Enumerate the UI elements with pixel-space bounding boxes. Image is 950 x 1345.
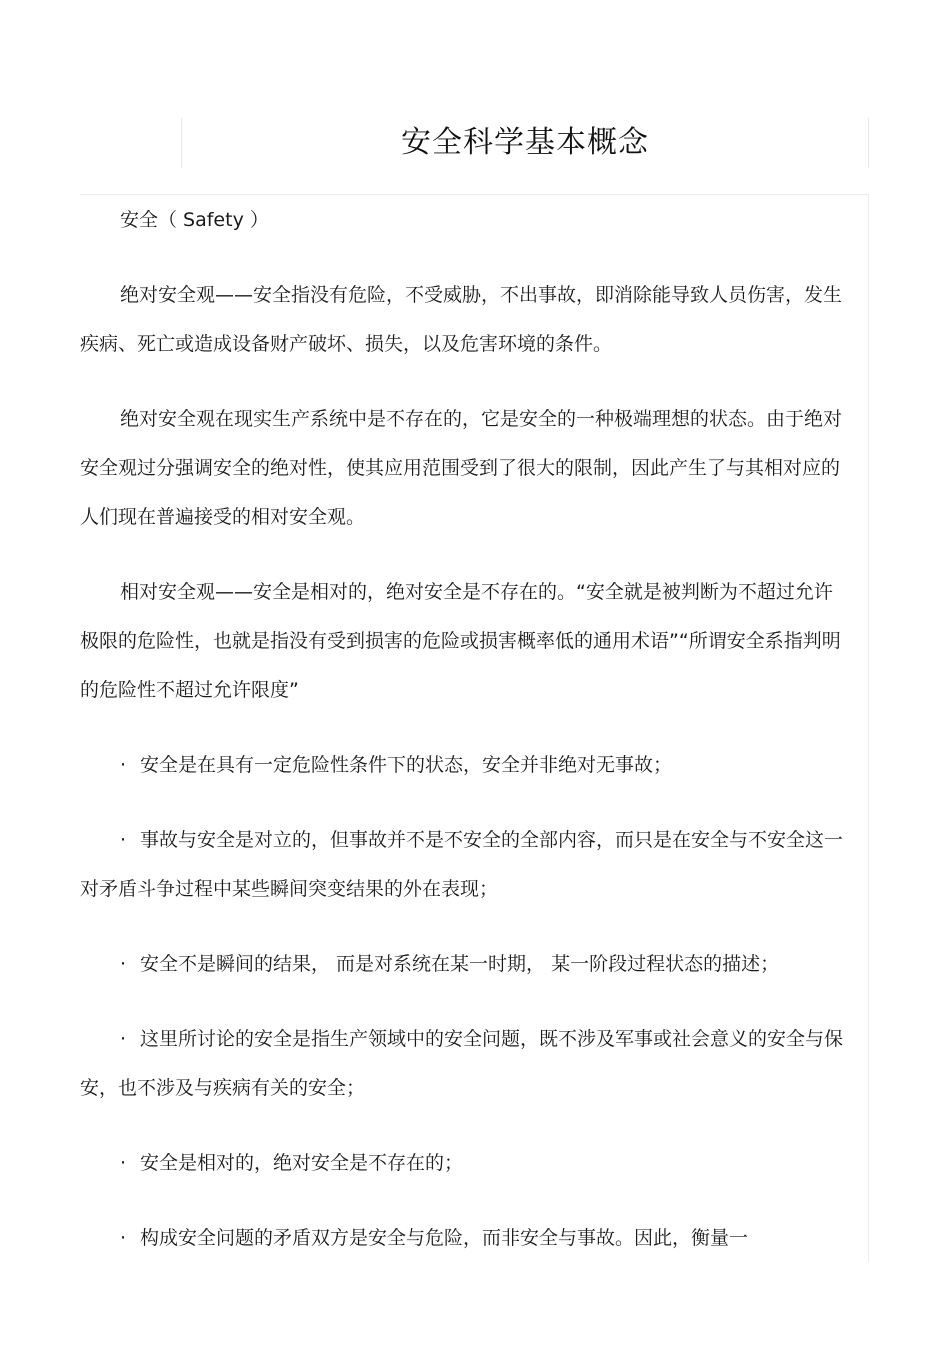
bullet-dot: · — [120, 1028, 127, 1050]
document-title: 安全科学基本概念 — [401, 125, 649, 160]
paragraph-absolute-safety-limits: 绝对安全观在现实生产系统中是不存在的，它是安全的一种极端理想的状态。由于绝对安全观过分强调安全的绝对性，使其应用范围受到了很大的限制，因此产生了与其相对应的人们现在普遍接受的相对安全观。 — [80, 408, 843, 528]
title-frame-right — [868, 118, 869, 168]
bullet-item — [80, 1015, 850, 1113]
bullet-dot: · — [120, 829, 127, 851]
bullet-text: 这里所讨论的安全是指生产领域中的安全问题，既不涉及军事或社会意义的安全与保安，也不涉及与疾病有关的安全； — [80, 1028, 844, 1099]
bullet-text: 构成安全问题的矛盾双方是安全与危险，而非安全与事故。因此，衡量一 — [140, 1227, 749, 1249]
bullet-dot: · — [120, 1152, 127, 1174]
bullet-text: 事故与安全是对立的，但事故并不是不安全的全部内容，而只是在安全与不安全这一对矛盾斗争过程中某些瞬间突变结果的外在表现； — [80, 829, 844, 900]
document-body — [80, 196, 850, 1289]
bullet-dot: · — [120, 754, 127, 776]
bullet-dot: · — [120, 1227, 127, 1249]
bullet-text: 安全不是瞬间的结果， 而是对系统在某一时期， 某一阶段过程状态的描述； — [140, 953, 780, 975]
bullet-item — [80, 1214, 850, 1263]
bullet-item — [80, 1139, 850, 1188]
bullet-text: 安全是在具有一定危险性条件下的状态，安全并非绝对无事故； — [140, 754, 673, 776]
paragraph-relative-safety: 相对安全观——安全是相对的，绝对安全是不存在的。“安全就是被判断为不超过允许极限的危险性，也就是指没有受到损害的危险或损害概率低的通用术语”“所谓安全系指判明的危险性不超过允许限度” — [80, 581, 841, 701]
body-frame-top — [80, 194, 869, 195]
paragraph-absolute-safety: 绝对安全观——安全指没有危险，不受威胁，不出事故，即消除能导致人员伤害，发生疾病、死亡或造成设备财产破坏、损失，以及危害环境的条件。 — [80, 284, 843, 355]
bullet-item — [80, 816, 850, 914]
bullet-dot: · — [120, 953, 127, 975]
body-frame-right — [868, 194, 869, 1262]
bullet-item — [80, 741, 850, 790]
bullet-text: 安全是相对的，绝对安全是不存在的； — [140, 1152, 464, 1174]
bullet-item — [80, 940, 850, 989]
section-heading: 安全（ Safety ） — [120, 209, 269, 231]
